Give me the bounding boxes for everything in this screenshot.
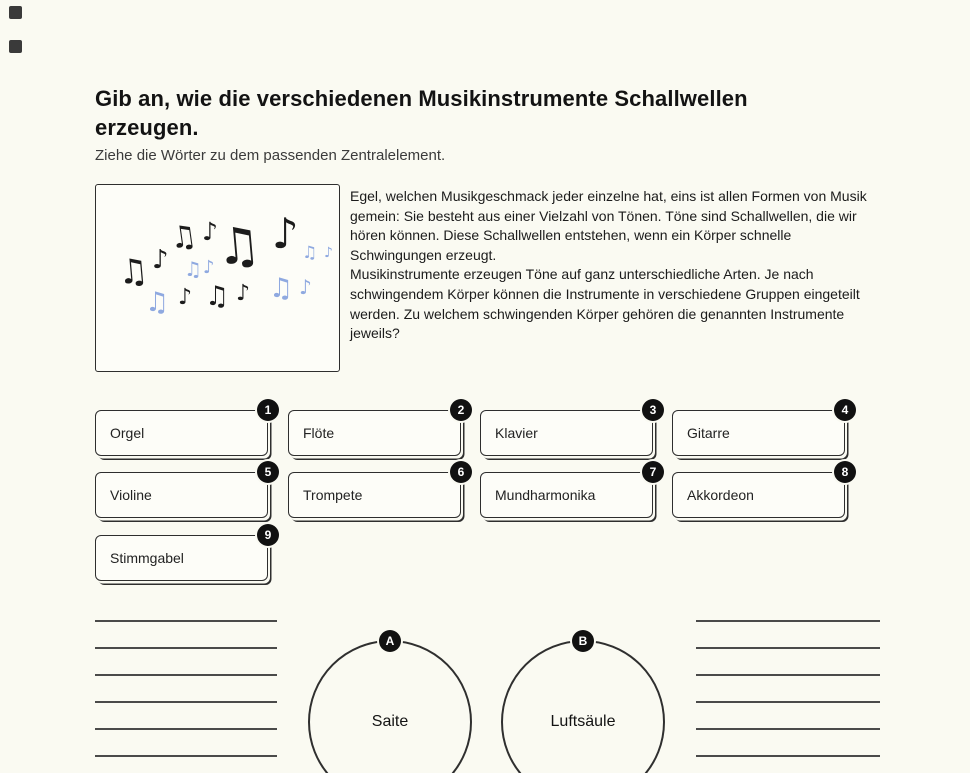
beamed-note-icon: ♫ — [167, 218, 200, 257]
intro-line: Egel, welchen Musikgeschmack jeder einzelne hat, eins ist allen Formen von Musik — [350, 188, 867, 204]
draggable-word-mundharmonika[interactable] — [480, 465, 657, 518]
draggable-word-floete[interactable] — [288, 403, 465, 456]
draggable-word-akkordeon[interactable] — [672, 465, 849, 518]
number-badge: 8 — [834, 461, 856, 483]
intro-line: werden. Zu welchem schwingenden Körper gehören die genannten Instrumente — [350, 305, 845, 322]
answer-line — [696, 755, 880, 757]
beamed-note-icon: ♫ — [269, 273, 294, 304]
draggable-label: Stimmgabel — [110, 550, 184, 566]
intro-line: gemein: Sie besteht aus einer Vielzahl von Tönen. Töne sind Schallwellen, die wir — [350, 207, 857, 224]
answer-line — [95, 728, 277, 730]
number-badge: 1 — [257, 399, 279, 421]
draggable-label: Akkordeon — [687, 487, 754, 503]
beamed-note-icon: ♫ — [145, 287, 170, 318]
answer-line — [696, 674, 880, 676]
beamed-note-icon: ♫ — [205, 281, 230, 312]
draggable-label: Flöte — [303, 425, 335, 441]
draggable-label: Mundharmonika — [495, 487, 596, 503]
music-notes-image — [95, 184, 340, 372]
answer-line — [696, 701, 880, 703]
eighth-note-icon: ♪ — [178, 285, 193, 310]
number-badge: 7 — [642, 461, 664, 483]
eighth-note-icon: ♪ — [203, 257, 215, 278]
eighth-note-icon: ♪ — [152, 245, 169, 275]
intro-line: Schwingungen erzeugt. — [350, 246, 497, 263]
intro-line: schwingendem Körper können die Instrumente in verschiedene Gruppen eingeteilt — [350, 285, 860, 302]
letter-badge: A — [379, 630, 401, 652]
answer-line — [95, 620, 277, 622]
draggable-word-orgel[interactable] — [95, 403, 272, 456]
intro-paragraph — [350, 187, 882, 344]
eighth-note-icon: ♪ — [299, 275, 312, 299]
answer-line — [95, 701, 277, 703]
beamed-note-icon: ♫ — [213, 215, 264, 277]
number-badge: 2 — [450, 399, 472, 421]
draggable-word-klavier[interactable] — [480, 403, 657, 456]
number-badge: 5 — [257, 461, 279, 483]
corner-marker-top — [9, 6, 22, 19]
beamed-note-icon: ♫ — [116, 250, 151, 294]
draggable-word-trompete[interactable] — [288, 465, 465, 518]
instruction-text: Ziehe die Wörter zu dem passenden Zentralelement. — [95, 147, 446, 164]
intro-line: jeweils? — [350, 325, 400, 342]
drop-zone-luftsaeule[interactable] — [501, 634, 665, 773]
beamed-note-icon: ♫ — [184, 257, 202, 281]
draggable-label: Klavier — [495, 425, 538, 441]
drop-zone-label: Luftsäule — [550, 713, 616, 730]
draggable-label: Violine — [110, 487, 152, 503]
number-badge: 9 — [257, 524, 279, 546]
intro-line: hören können. Diese Schallwellen entstehen, wenn ein Körper schnelle — [350, 227, 792, 244]
answer-line — [696, 728, 880, 730]
draggable-word-gitarre[interactable] — [672, 403, 849, 456]
drop-zone-saite[interactable] — [308, 634, 472, 773]
answer-line — [95, 755, 277, 757]
letter-badge: B — [572, 630, 594, 652]
eighth-note-icon: ♪ — [324, 245, 333, 261]
answer-line — [95, 647, 277, 649]
draggable-label: Trompete — [303, 487, 363, 503]
draggable-word-stimmgabel[interactable] — [95, 528, 272, 581]
number-badge: 4 — [834, 399, 856, 421]
answer-line — [696, 647, 880, 649]
eighth-note-icon: ♪ — [202, 217, 218, 246]
page-title: Gib an, wie die verschiedenen Musikinstrumente Schallwellen erzeugen. — [95, 86, 748, 141]
draggable-word-violine[interactable] — [95, 465, 272, 518]
answer-line — [696, 620, 880, 622]
number-badge: 3 — [642, 399, 664, 421]
beamed-note-icon: ♫ — [302, 243, 318, 263]
number-badge: 6 — [450, 461, 472, 483]
eighth-note-icon: ♪ — [236, 281, 251, 306]
eighth-note-icon: ♪ — [272, 209, 299, 258]
drop-zone-label: Saite — [371, 713, 409, 730]
draggable-label: Orgel — [110, 425, 145, 441]
answer-line — [95, 674, 277, 676]
draggable-label: Gitarre — [687, 425, 730, 441]
intro-line: Musikinstrumente erzeugen Töne auf ganz unterschiedliche Arten. Je nach — [350, 266, 814, 283]
corner-marker-bottom — [9, 40, 22, 53]
